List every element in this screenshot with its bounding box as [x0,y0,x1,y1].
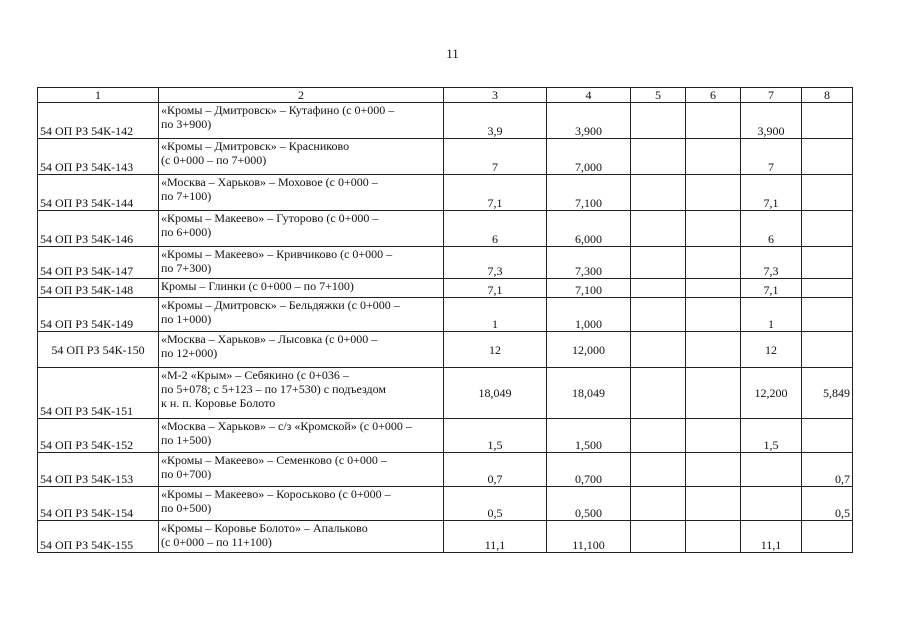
column-5-cell [631,332,686,368]
road-name-cell: «Кромы – Макеево» – Кривчиково (с 0+000 – по 7+300) [159,247,444,279]
column-6-cell [686,419,741,453]
column-5-cell [631,175,686,211]
length-detail-cell: 1,000 [547,298,631,332]
length-total-cell: 18,049 [444,368,547,419]
road-code-cell: 54 ОП РЗ 54К-149 [38,298,159,332]
column-header: 1 [38,88,159,103]
column-6-cell [686,332,741,368]
length-total-cell: 7,1 [444,279,547,298]
length-detail-cell: 18,049 [547,368,631,419]
column-6-cell [686,487,741,521]
column-6-cell [686,103,741,139]
road-name-cell: «М-2 «Крым» – Себякино (с 0+036 – по 5+078; с 5+123 – по 17+530) с подъездом к н. п. Коровье Болото [159,368,444,419]
length-detail-cell: 3,900 [547,103,631,139]
column-5-cell [631,103,686,139]
column-header: 8 [802,88,853,103]
page-number: 11 [446,46,459,61]
table-row [38,487,853,521]
column-8-cell: 0,5 [802,487,853,521]
column-7-cell: 7,3 [741,247,802,279]
road-name-cell: «Кромы – Коровье Болото» – Апальково (с 0+000 – по 11+100) [159,521,444,553]
column-5-cell [631,368,686,419]
column-8-cell [802,419,853,453]
column-5-cell [631,247,686,279]
column-header: 4 [547,88,631,103]
table-row [38,453,853,487]
column-6-cell [686,298,741,332]
column-7-cell: 1 [741,298,802,332]
column-7-cell: 12,200 [741,368,802,419]
length-detail-cell: 7,300 [547,247,631,279]
length-detail-cell: 11,100 [547,521,631,553]
column-header: 6 [686,88,741,103]
column-8-cell [802,247,853,279]
table-row [38,211,853,247]
column-6-cell [686,279,741,298]
table-row [38,419,853,453]
length-total-cell: 7 [444,139,547,175]
column-8-cell [802,175,853,211]
column-7-cell: 7,1 [741,279,802,298]
length-detail-cell: 6,000 [547,211,631,247]
column-header: 3 [444,88,547,103]
column-8-cell [802,279,853,298]
column-7-cell: 3,900 [741,103,802,139]
road-name-cell: «Кромы – Макеево» – Семенково (с 0+000 – по 0+700) [159,453,444,487]
column-header: 7 [741,88,802,103]
column-5-cell [631,521,686,553]
column-7-cell [741,453,802,487]
road-name-cell: «Москва – Харьков» – Моховое (с 0+000 – по 7+100) [159,175,444,211]
roads-table [37,87,853,553]
column-5-cell [631,279,686,298]
length-total-cell: 1,5 [444,419,547,453]
length-detail-cell: 1,500 [547,419,631,453]
column-8-cell [802,332,853,368]
column-7-cell: 7,1 [741,175,802,211]
length-total-cell: 0,5 [444,487,547,521]
road-code-cell: 54 ОП РЗ 54К-144 [38,175,159,211]
length-detail-cell: 7,100 [547,175,631,211]
table-row [38,368,853,419]
length-total-cell: 0,7 [444,453,547,487]
column-7-cell: 7 [741,139,802,175]
length-detail-cell: 12,000 [547,332,631,368]
length-total-cell: 7,1 [444,175,547,211]
road-code-cell: 54 ОП РЗ 54К-147 [38,247,159,279]
road-name-cell: «Кромы – Макеево» – Короськово (с 0+000 – по 0+500) [159,487,444,521]
road-code-cell: 54 ОП РЗ 54К-151 [38,368,159,419]
table-row [38,175,853,211]
road-code-cell: 54 ОП РЗ 54К-142 [38,103,159,139]
column-7-cell: 11,1 [741,521,802,553]
column-5-cell [631,419,686,453]
table-row [38,247,853,279]
column-5-cell [631,453,686,487]
length-detail-cell: 0,700 [547,453,631,487]
road-name-cell: «Кромы – Макеево» – Гуторово (с 0+000 – по 6+000) [159,211,444,247]
column-header: 5 [631,88,686,103]
table-row [38,298,853,332]
table-row [38,332,853,368]
column-6-cell [686,139,741,175]
column-5-cell [631,211,686,247]
road-name-cell: «Кромы – Дмитровск» – Бельдяжки (с 0+000 – по 1+000) [159,298,444,332]
road-code-cell: 54 ОП РЗ 54К-146 [38,211,159,247]
length-detail-cell: 0,500 [547,487,631,521]
road-name-cell: Кромы – Глинки (с 0+000 – по 7+100) [159,279,444,298]
length-total-cell: 6 [444,211,547,247]
length-total-cell: 7,3 [444,247,547,279]
table-row [38,279,853,298]
road-code-cell: 54 ОП РЗ 54К-150 [38,332,159,368]
length-total-cell: 12 [444,332,547,368]
length-total-cell: 3,9 [444,103,547,139]
length-detail-cell: 7,000 [547,139,631,175]
column-5-cell [631,298,686,332]
column-8-cell [802,211,853,247]
column-7-cell: 12 [741,332,802,368]
road-name-cell: «Москва – Харьков» – с/з «Кромской» (с 0+000 – по 1+500) [159,419,444,453]
length-detail-cell: 7,100 [547,279,631,298]
column-8-cell [802,139,853,175]
column-7-cell: 6 [741,211,802,247]
road-code-cell: 54 ОП РЗ 54К-154 [38,487,159,521]
length-total-cell: 11,1 [444,521,547,553]
road-code-cell: 54 ОП РЗ 54К-152 [38,419,159,453]
column-8-cell [802,521,853,553]
road-name-cell: «Кромы – Дмитровск» – Кутафино (с 0+000 – по 3+900) [159,103,444,139]
table-row [38,103,853,139]
road-code-cell: 54 ОП РЗ 54К-148 [38,279,159,298]
road-code-cell: 54 ОП РЗ 54К-143 [38,139,159,175]
road-name-cell: «Москва – Харьков» – Лысовка (с 0+000 – по 12+000) [159,332,444,368]
column-8-cell: 5,849 [802,368,853,419]
road-code-cell: 54 ОП РЗ 54К-155 [38,521,159,553]
column-8-cell [802,103,853,139]
column-8-cell [802,298,853,332]
column-5-cell [631,487,686,521]
column-6-cell [686,247,741,279]
column-6-cell [686,521,741,553]
table-header-row [38,88,853,103]
table-row [38,521,853,553]
road-name-cell: «Кромы – Дмитровск» – Красниково (с 0+000 – по 7+000) [159,139,444,175]
column-7-cell [741,487,802,521]
column-8-cell: 0,7 [802,453,853,487]
column-6-cell [686,211,741,247]
column-6-cell [686,368,741,419]
column-header: 2 [159,88,444,103]
column-7-cell: 1,5 [741,419,802,453]
column-5-cell [631,139,686,175]
length-total-cell: 1 [444,298,547,332]
road-code-cell: 54 ОП РЗ 54К-153 [38,453,159,487]
table-row [38,139,853,175]
column-6-cell [686,175,741,211]
column-6-cell [686,453,741,487]
